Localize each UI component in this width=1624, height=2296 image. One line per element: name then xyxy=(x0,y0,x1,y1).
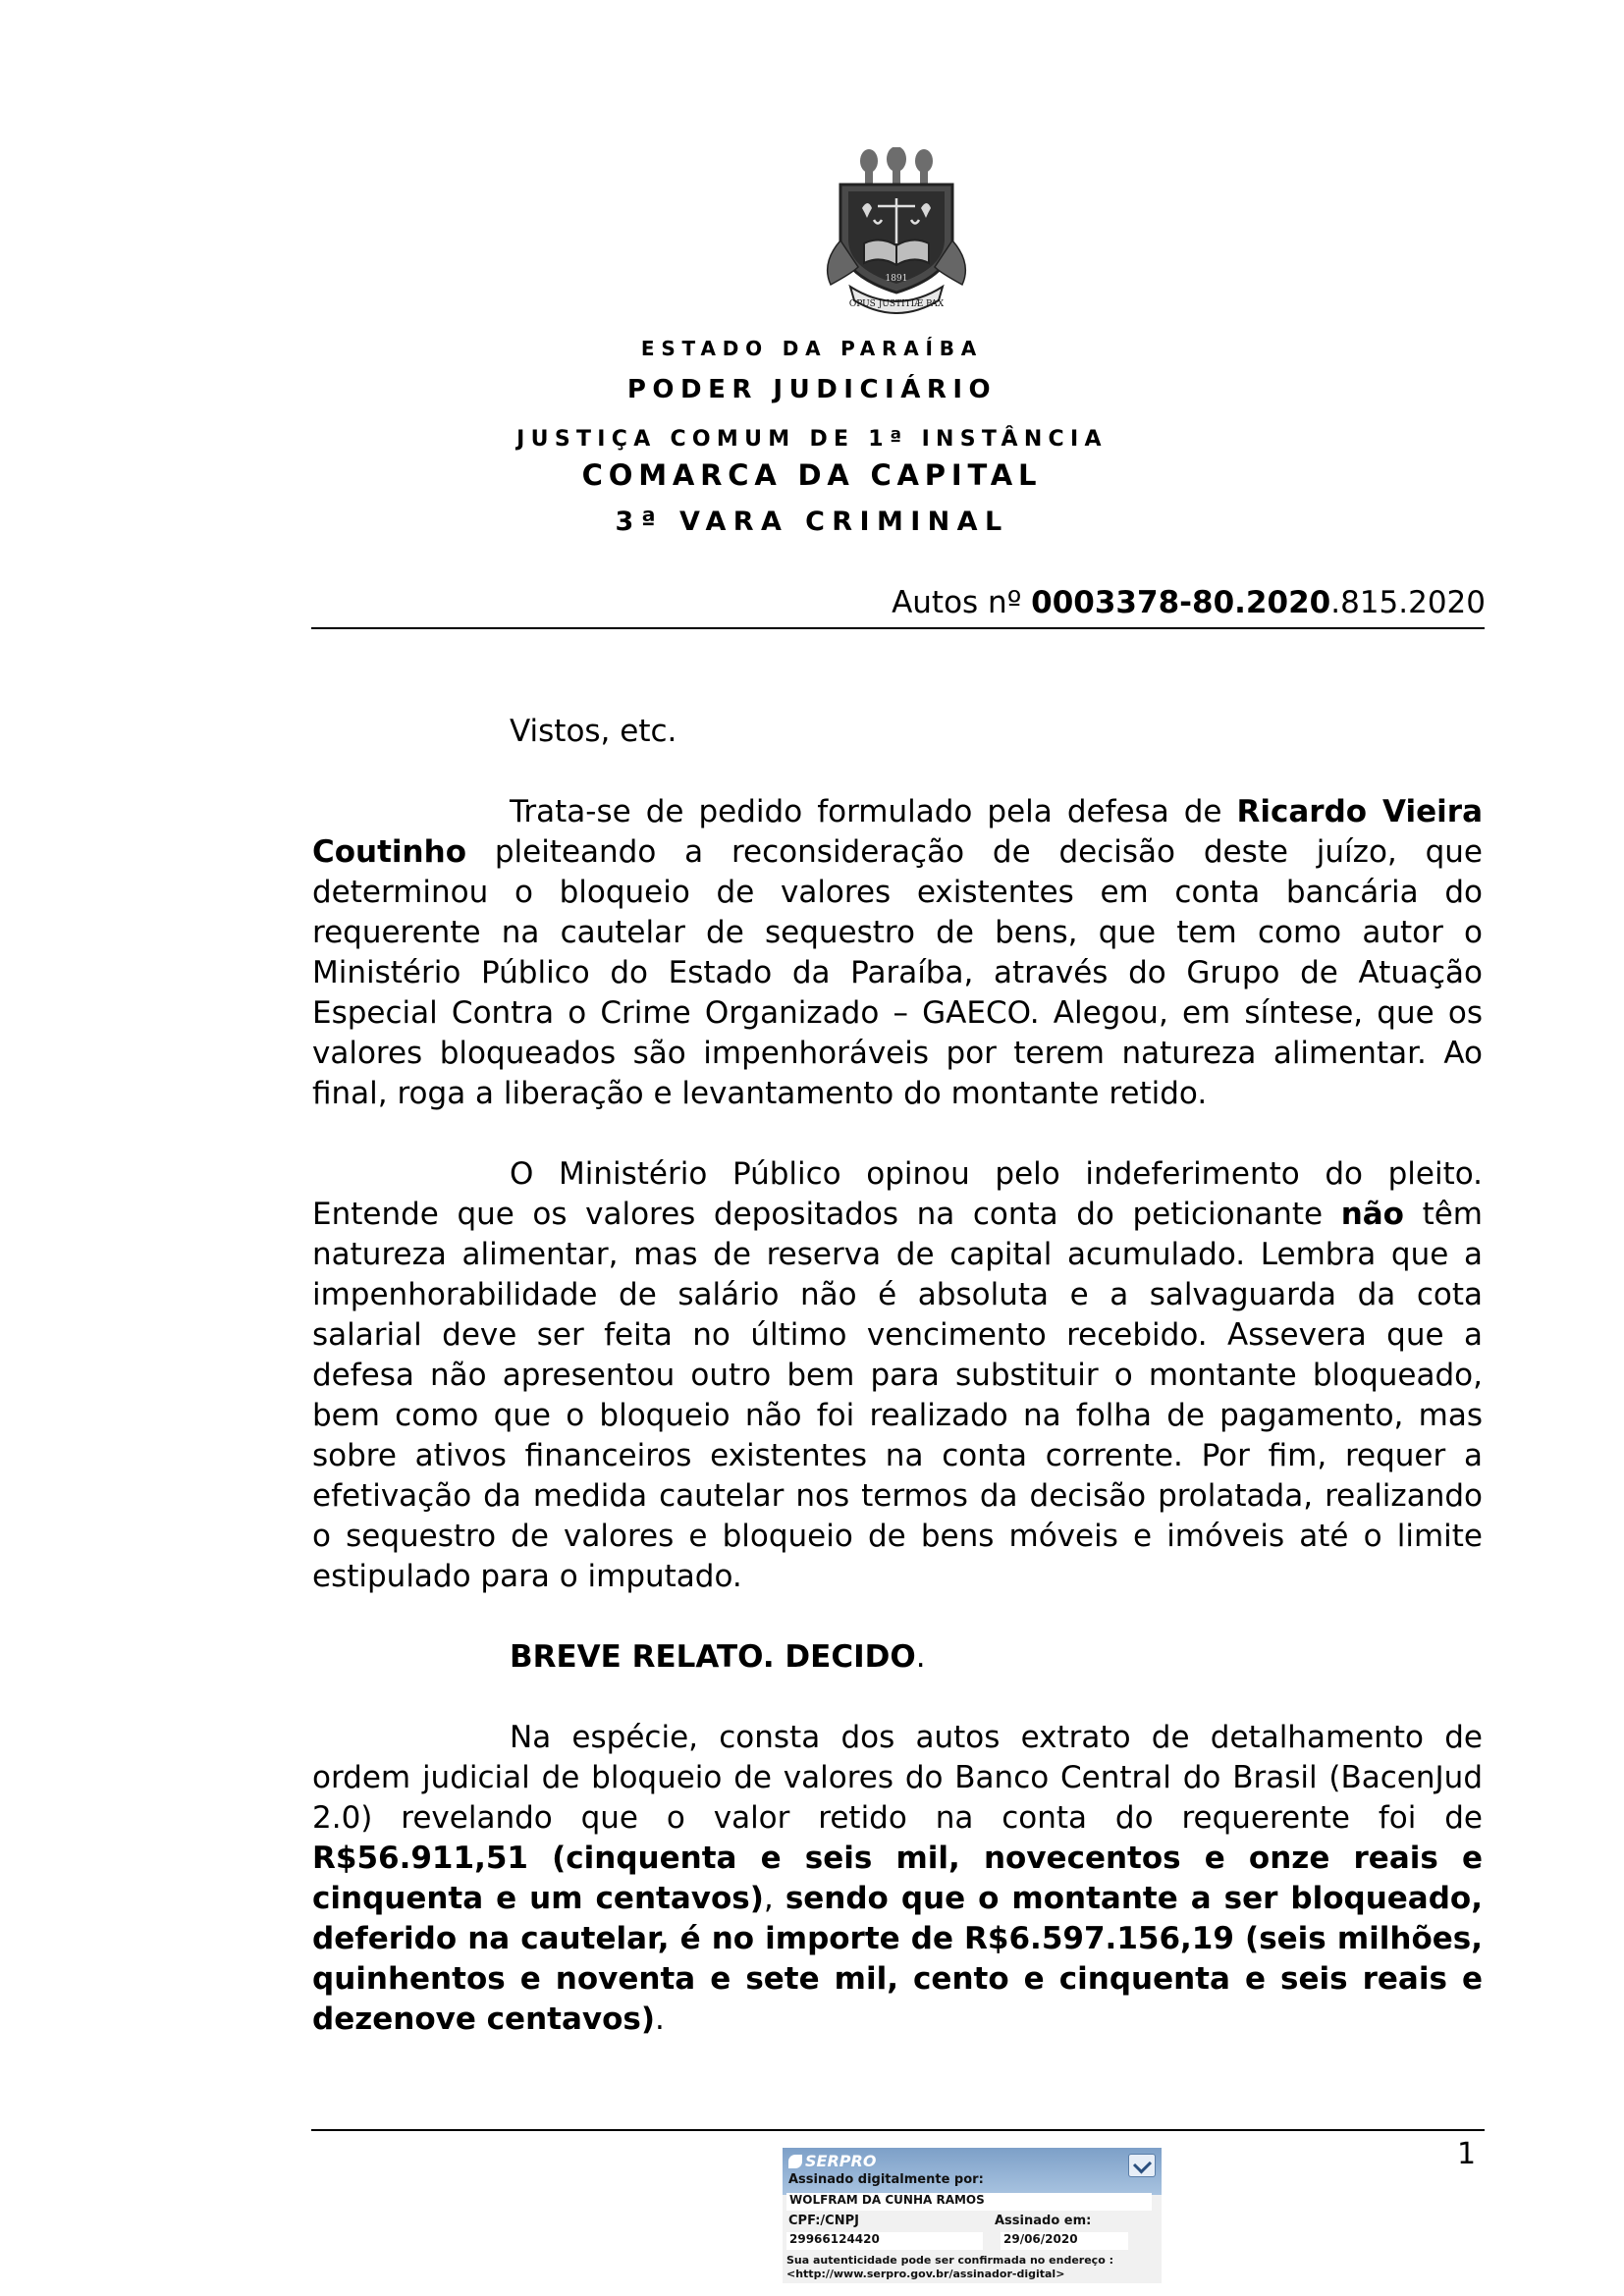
case-prefix: Autos nº xyxy=(892,585,1032,620)
case-number-rest: .815.2020 xyxy=(1330,585,1486,620)
header-branch: PODER JUDICIÁRIO xyxy=(626,375,998,404)
digital-signature-stamp xyxy=(783,2148,1162,2283)
signed-by-label: Assinado digitalmente por: xyxy=(788,2172,984,2187)
paragraph-decision-heading xyxy=(312,1637,1483,1678)
serpro-logo-icon xyxy=(788,2155,802,2168)
signature-check-icon xyxy=(1128,2154,1156,2177)
defendant-name: Ricardo Vieira Coutinho xyxy=(312,794,1483,870)
header-court: JUSTIÇA COMUM DE 1ª INSTÂNCIA xyxy=(516,427,1108,452)
crest-year: 1891 xyxy=(885,274,908,284)
paragraph-analysis-text-c: , xyxy=(763,1881,785,1916)
paragraph-prosecution xyxy=(312,1154,1483,1597)
verification-note: Sua autenticidade pode ser confirmada no endereço : xyxy=(786,2254,1113,2267)
cpf-label: CPF:/CNPJ xyxy=(788,2214,859,2228)
header-state: ESTADO DA PARAÍBA xyxy=(640,337,984,360)
signer-name: WOLFRAM DA CUNHA RAMOS xyxy=(786,2193,1152,2211)
paragraph-analysis-text-a: Na espécie, consta dos autos extrato de detalhamento de ordem judicial de bloqueio de valores do Banco Central do Brasil (BacenJud 2.0) revelando que o valor retido na conta do requerente foi de xyxy=(312,1720,1483,1836)
paragraph-prosecution-text-a: O Ministério Público opinou pelo indeferimento do pleito. Entende que os valores depositados na conta do peticionante xyxy=(312,1156,1483,1232)
decision-heading: BREVE RELATO. DECIDO xyxy=(510,1639,916,1675)
header-chamber: 3ª VARA CRIMINAL xyxy=(615,507,1009,537)
crest-motto: OPUS JUSTITIÆ PAX xyxy=(848,299,945,309)
paragraph-request xyxy=(312,792,1483,1114)
decision-heading-tail: . xyxy=(915,1639,926,1675)
coat-of-arms-logo xyxy=(813,147,980,314)
page-number: 1 xyxy=(1457,2137,1477,2171)
case-number xyxy=(892,585,1486,620)
emphasis-nao: não xyxy=(1340,1197,1404,1232)
verification-url: <http://www.serpro.gov.br/assinador-digital> xyxy=(786,2268,1065,2280)
blocked-amount: R$56.911,51 (cinquenta e seis mil, novecentos e onze reais e cinquenta e um centavos) xyxy=(312,1841,1483,1916)
footer-divider xyxy=(311,2129,1485,2131)
ordered-amount: sendo que o montante a ser bloqueado, deferido na cautelar, é no importe de R$6.597.156,19 (seis milhões, quinhentos e noventa e sete mil, cento e cinquenta e seis reais e dezenove centavos) xyxy=(312,1881,1483,2037)
paragraph-analysis-text-d: . xyxy=(655,2002,665,2037)
paragraph-opening: Vistos, etc. xyxy=(510,714,677,749)
paragraph-request-text-b: pleiteando a reconsideração de decisão deste juízo, que determinou o bloqueio de valores existentes em conta bancária do requerente na cautelar de sequestro de bens, que tem como autor o Ministério Público do Estado da Paraíba, através do Grupo de Atuação Especial Contra o Crime Organizado – GAECO. Alegou, em síntese, que os valores bloqueados são impenhoráveis por terem natureza alimentar. Ao final, roga a liberação e levantamento do montante retido. xyxy=(312,834,1483,1111)
serpro-brand: SERPRO xyxy=(805,2152,877,2170)
cpf-value: 29966124420 xyxy=(786,2232,983,2250)
header-divider xyxy=(311,627,1485,629)
signed-on-label: Assinado em: xyxy=(995,2214,1092,2228)
paragraph-request-text-a: Trata-se de pedido formulado pela defesa de xyxy=(510,794,1237,829)
case-number-bold: 0003378-80.2020 xyxy=(1031,585,1331,620)
paragraph-analysis xyxy=(312,1718,1483,2040)
header-district: COMARCA DA CAPITAL xyxy=(581,458,1043,492)
serpro-logo xyxy=(788,2152,876,2170)
paragraph-prosecution-text-b: têm natureza alimentar, mas de reserva de capital acumulado. Lembra que a impenhorabilidade de salário não é absoluta e a salvaguarda da cota salarial deve ser feita no último vencimento recebido. Assevera que a defesa não apresentou outro bem para substituir o montante bloqueado, bem como que o bloqueio não foi realizado na folha de pagamento, mas sobre ativos financeiros existentes na conta corrente. Por fim, requer a efetivação da medida cautelar nos termos da decisão prolatada, realizando o sequestro de valores e bloqueio de bens móveis e imóveis até o limite estipulado para o imputado. xyxy=(312,1197,1483,1594)
signed-date: 29/06/2020 xyxy=(1001,2232,1128,2250)
document-body xyxy=(312,712,1483,2040)
